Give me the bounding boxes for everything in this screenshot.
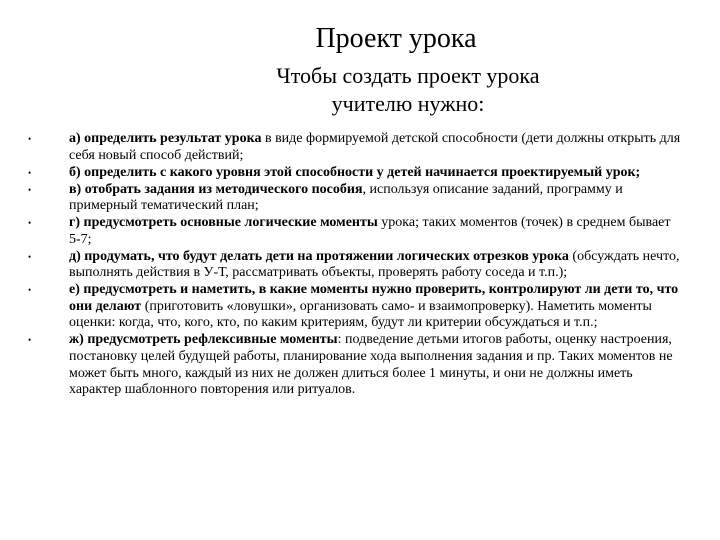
list-item-lead: в) отобрать задания из методического пособия xyxy=(69,181,363,197)
list-item-text: (приготовить «ловушки», организовать само- и взаимопроверку). Наметить моменты оценки: когда, что, кого, кто, по каким критериям, будут ли критерии обсуждаться и т.п.; xyxy=(69,298,652,331)
bullet-icon: • xyxy=(28,251,32,262)
slide-subtitle xyxy=(0,62,720,118)
bullet-icon: • xyxy=(28,134,32,144)
list-item-lead: г) предусмотреть основные логические моменты xyxy=(69,215,378,231)
list-item-lead: д) продумать, что будут делать дети на протяжении логических отрезков урока xyxy=(69,248,569,264)
list-item-lead: ж) предусмотреть рефлексивные моменты xyxy=(69,332,338,348)
list-item-text: : подведение детьми итогов работы, оценку настроения, постановку целей будущей работы, планирование хода выполнения задания и пр. Таких моментов не может быть много, каждый из них не должен длиться более 1 минуты, и они не должны иметь характер шаблонного повторения или ритуалов. xyxy=(69,332,673,398)
bullet-icon: • xyxy=(28,335,32,346)
bullet-list xyxy=(0,131,685,399)
subtitle-line-1: Чтобы создать проект урока xyxy=(276,63,540,88)
bullet-icon: • xyxy=(28,285,32,296)
bullet-icon: • xyxy=(28,184,32,195)
subtitle-line-2: учителю нужно: xyxy=(331,91,485,116)
list-item xyxy=(0,182,685,215)
bullet-icon: • xyxy=(28,167,32,178)
list-item xyxy=(0,249,685,282)
slide-title: Проект урока xyxy=(315,23,477,54)
list-item-text: в виде формируемой детской способности (дети должны открыть для себя новый способ действий; xyxy=(69,131,681,163)
list-item-lead: а) определить результат урока xyxy=(69,131,262,146)
list-item-text: (обсуждать нечто, выполнять действия в У-Т, рассматривать объекты, проверять работу соседа и т.п.); xyxy=(69,248,680,281)
list-item xyxy=(0,131,685,164)
list-item-text: урока; таких моментов (точек) в среднем бывает 5-7; xyxy=(69,215,671,247)
list-item xyxy=(0,165,685,182)
list-item-lead: е) предусмотреть и наметить, в какие моменты нужно проверить, контролируют ли дети то, что они делают xyxy=(69,282,679,314)
list-item-text: , используя описание заданий, программу и примерный тематический план; xyxy=(69,181,623,214)
list-item xyxy=(0,332,685,398)
bullet-icon: • xyxy=(28,218,32,229)
list-item xyxy=(0,215,685,248)
list-item xyxy=(0,282,685,332)
list-item-lead: б) определить с какого уровня этой способности у детей начинается проектируемый урок; xyxy=(69,164,641,180)
